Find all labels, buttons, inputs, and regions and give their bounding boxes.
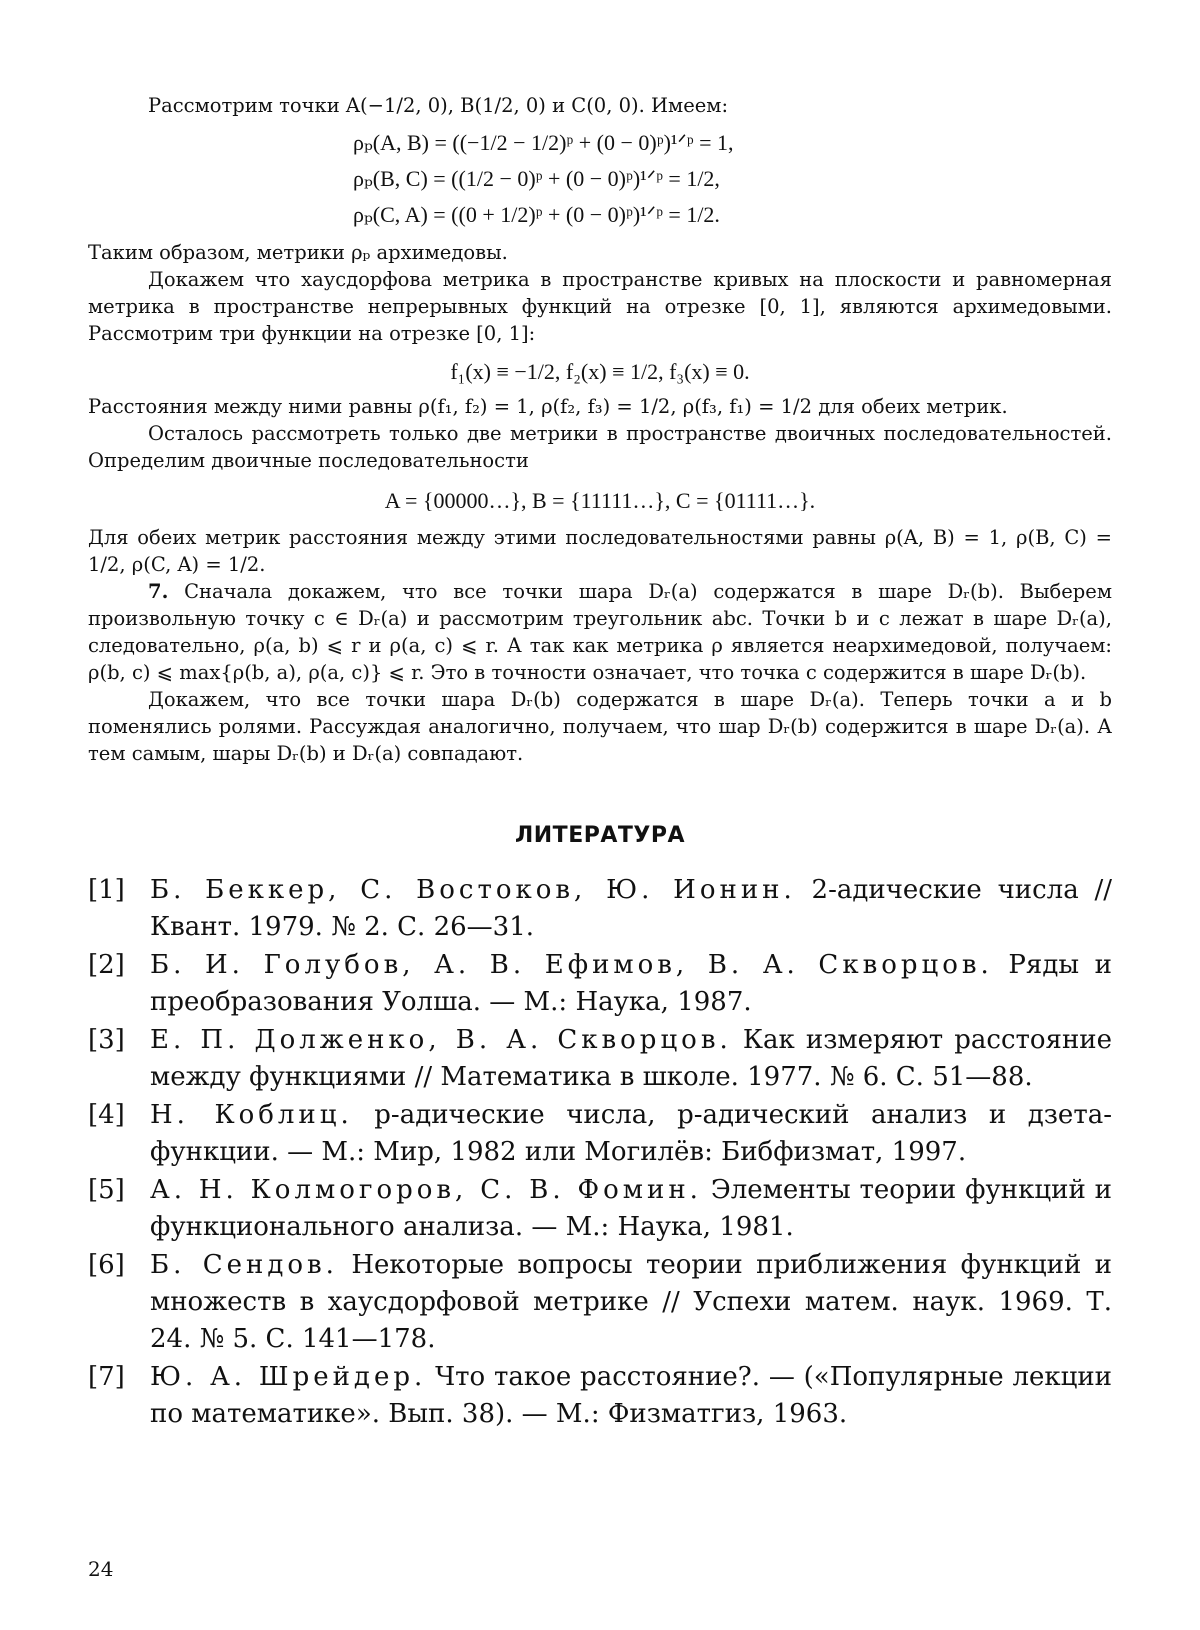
problem-number: 7. xyxy=(148,580,169,603)
page-number: 24 xyxy=(88,1557,114,1581)
reference-details: p-адические числа, p-адический анализ и дзета-функции. — М.: Мир, 1982 или Могилёв: Бибфизмат, 1997. xyxy=(150,1100,1112,1167)
reference-details: Ряды и преобразования Уолша. — М.: Наука, 1987. xyxy=(150,950,1112,1017)
reference-details: Как измеряют расстояние между функциями // Математика в школе. 1977. № 6. С. 51—88. xyxy=(150,1025,1112,1092)
reference-item xyxy=(88,1022,1112,1096)
reference-authors: Б. Беккер, С. Востоков, Ю. Ионин. xyxy=(150,875,796,905)
reference-item xyxy=(88,947,1112,1021)
reference-details: Некоторые вопросы теории приближения функций и множеств в хаусдорфовой метрике // Успехи матем. наук. 1969. Т. 24. № 5. С. 141—178. xyxy=(150,1250,1112,1354)
references-heading: ЛИТЕРАТУРА xyxy=(515,823,685,848)
paragraph-problem-7 xyxy=(88,578,1112,686)
reference-authors: А. Н. Колмогоров, С. В. Фомин. xyxy=(150,1175,702,1205)
paragraph-conclusion: Докажем, что все точки шара Dᵣ(b) содержатся в шаре Dᵣ(a). Теперь точки a и b поменялись ролями. Рассуждая аналогично, получаем, что шар Dᵣ(b) содержится в шаре Dᵣ(a). А тем самым, шары Dᵣ(b) и Dᵣ(a) совпадают. xyxy=(88,688,1112,765)
reference-text xyxy=(150,1247,1112,1358)
reference-number: [5] xyxy=(88,1175,125,1205)
reference-number: [3] xyxy=(88,1025,125,1055)
reference-authors: Б. И. Голубов, А. В. Ефимов, В. А. Скворцов. xyxy=(150,950,993,980)
reference-item xyxy=(88,1097,1112,1171)
reference-item xyxy=(88,1359,1112,1433)
reference-item xyxy=(88,872,1112,946)
reference-number: [4] xyxy=(88,1100,125,1130)
reference-number: [6] xyxy=(88,1250,125,1280)
reference-text xyxy=(150,872,1112,946)
reference-text xyxy=(150,1359,1112,1433)
references-list xyxy=(88,872,1112,1433)
paragraph-points: Рассмотрим точки A(−1/2, 0), B(1/2, 0) и C(0, 0). Имеем: xyxy=(148,94,729,117)
reference-text xyxy=(150,1172,1112,1246)
reference-text xyxy=(150,947,1112,1021)
reference-details: 2-адические числа // Квант. 1979. № 2. С. 26—31. xyxy=(150,875,1112,942)
paragraph-sequence-distances: Для обеих метрик расстояния между этими последовательностями равны ρ(A, B) = 1, ρ(B, C) = 1/2, ρ(C, A) = 1/2. xyxy=(88,526,1112,576)
reference-authors: Ю. А. Шрейдер. xyxy=(150,1362,427,1392)
reference-text xyxy=(150,1097,1112,1171)
paragraph-binary: Осталось рассмотреть только две метрики в пространстве двоичных последовательностей. Определим двоичные последовательности xyxy=(88,422,1112,472)
equation-sequences: A = {00000…}, B = {11111…}, C = {01111…}. xyxy=(384,488,816,513)
reference-number: [7] xyxy=(88,1362,125,1392)
page-content xyxy=(88,92,1112,1434)
paragraph-distances: Расстояния между ними равны ρ(f₁, f₂) = 1, ρ(f₂, f₃) = 1/2, ρ(f₃, f₁) = 1/2 для обеих метрик. xyxy=(88,395,1008,418)
reference-item xyxy=(88,1172,1112,1246)
equation-line: ρₚ(A, B) = ((−1/2 − 1/2)ᵖ + (0 − 0)ᵖ)¹ᐟᵖ = 1, xyxy=(353,130,734,155)
reference-item xyxy=(88,1247,1112,1358)
reference-authors: Е. П. Долженко, В. А. Скворцов. xyxy=(150,1025,732,1055)
equation-block-metrics xyxy=(88,125,1112,233)
equation-line: ρₚ(B, C) = ((1/2 − 0)ᵖ + (0 − 0)ᵖ)¹ᐟᵖ = 1/2, xyxy=(353,166,720,191)
reference-number: [1] xyxy=(88,875,125,905)
reference-authors: Б. Сендов. xyxy=(150,1250,338,1280)
equation-functions: f₁(x) ≡ −1/2, f₂(x) ≡ 1/2, f₃(x) ≡ 0. xyxy=(450,359,750,384)
reference-text xyxy=(150,1022,1112,1096)
reference-authors: Н. Коблиц. xyxy=(150,1100,353,1130)
paragraph-hausdorff: Докажем что хаусдорфова метрика в пространстве кривых на плоскости и равномерная метрика в пространстве непрерывных функций на отрезке [0, 1], являются архимедовыми. Рассмотрим три функции на отрезке [0, 1]: xyxy=(88,268,1112,345)
problem-7-text: Сначала докажем, что все точки шара Dᵣ(a) содержатся в шаре Dᵣ(b). Выберем произвольную точку c ∈ Dᵣ(a) и рассмотрим треугольник abc. Точки b и c лежат в шаре Dᵣ(a), следовательно, ρ(a, b) ⩽ r и ρ(a, c) ⩽ r. А так как метрика ρ является неархимедовой, получаем: ρ(b, c) ⩽ max{ρ(b, a), ρ(a, c)} ⩽ r. Это в точности означает, что точка c содержится в шаре Dᵣ(b). xyxy=(88,580,1112,684)
reference-details: Что такое расстояние?. — («Популярные лекции по математике». Вып. 38). — М.: Физматгиз, 1963. xyxy=(150,1362,1112,1429)
equation-line: ρₚ(C, A) = ((0 + 1/2)ᵖ + (0 − 0)ᵖ)¹ᐟᵖ = 1/2. xyxy=(353,202,720,227)
paragraph-archimedean: Таким образом, метрики ρₚ архимедовы. xyxy=(88,241,508,264)
reference-details: Элементы теории функций и функционального анализа. — М.: Наука, 1981. xyxy=(150,1175,1112,1242)
reference-number: [2] xyxy=(88,950,125,980)
